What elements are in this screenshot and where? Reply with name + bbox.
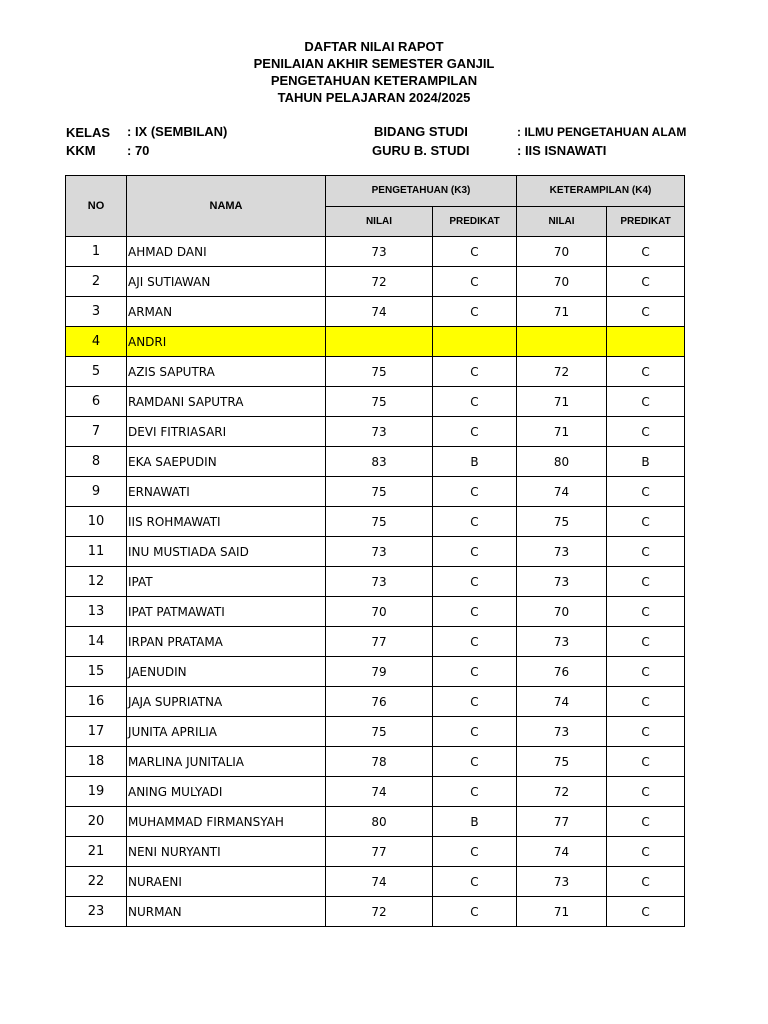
k3-predikat: C <box>433 297 517 327</box>
k4-predikat: C <box>607 657 685 687</box>
k3-nilai <box>326 327 433 357</box>
k4-nilai: 73 <box>517 567 607 597</box>
student-no: 3 <box>66 297 127 327</box>
student-no: 13 <box>66 597 127 627</box>
student-name: IPAT PATMAWATI <box>127 597 326 627</box>
k4-nilai: 77 <box>517 807 607 837</box>
k4-nilai: 71 <box>517 897 607 927</box>
student-no: 11 <box>66 537 127 567</box>
header-k3-predikat: PREDIKAT <box>433 206 517 237</box>
student-no: 14 <box>66 627 127 657</box>
student-no: 12 <box>66 567 127 597</box>
header-k4-nilai: NILAI <box>517 206 607 237</box>
k3-nilai: 80 <box>326 807 433 837</box>
document-header <box>0 38 748 106</box>
kkm-value: : 70 <box>127 143 150 158</box>
student-no: 22 <box>66 867 127 897</box>
k4-nilai: 72 <box>517 777 607 807</box>
k4-nilai: 74 <box>517 687 607 717</box>
k3-nilai: 79 <box>326 657 433 687</box>
table-row <box>66 477 685 507</box>
student-no: 15 <box>66 657 127 687</box>
k3-predikat: C <box>433 867 517 897</box>
k4-predikat: C <box>607 687 685 717</box>
k4-nilai: 73 <box>517 717 607 747</box>
k4-nilai: 76 <box>517 657 607 687</box>
student-name: MARLINA JUNITALIA <box>127 747 326 777</box>
k3-predikat: C <box>433 687 517 717</box>
k4-predikat: C <box>607 417 685 447</box>
k4-predikat: C <box>607 837 685 867</box>
k4-predikat: C <box>607 897 685 927</box>
student-name: AZIS SAPUTRA <box>127 357 326 387</box>
header-k3: PENGETAHUAN (K3) <box>326 176 517 207</box>
table-row <box>66 717 685 747</box>
title-line-1: DAFTAR NILAI RAPOT <box>304 39 444 54</box>
table-row <box>66 387 685 417</box>
student-no: 17 <box>66 717 127 747</box>
k4-nilai: 75 <box>517 747 607 777</box>
k3-nilai: 78 <box>326 747 433 777</box>
kelas-label: KELAS <box>66 125 111 140</box>
student-name: ANDRI <box>127 327 326 357</box>
k3-nilai: 77 <box>326 837 433 867</box>
k4-nilai: 70 <box>517 597 607 627</box>
student-no: 6 <box>66 387 127 417</box>
student-name: NURAENI <box>127 867 326 897</box>
table-row <box>66 807 685 837</box>
student-name: EKA SAEPUDIN <box>127 447 326 477</box>
student-no: 19 <box>66 777 127 807</box>
student-no: 9 <box>66 477 127 507</box>
k3-nilai: 74 <box>326 297 433 327</box>
k3-predikat: C <box>433 387 517 417</box>
k4-nilai: 74 <box>517 837 607 867</box>
student-no: 23 <box>66 897 127 927</box>
table-row <box>66 837 685 867</box>
k3-predikat: C <box>433 747 517 777</box>
k4-nilai: 75 <box>517 507 607 537</box>
k3-nilai: 76 <box>326 687 433 717</box>
k4-predikat <box>607 327 685 357</box>
k3-nilai: 73 <box>326 237 433 267</box>
table-row <box>66 357 685 387</box>
student-name: IRPAN PRATAMA <box>127 627 326 657</box>
k3-predikat: B <box>433 447 517 477</box>
table-row <box>66 867 685 897</box>
student-name: AHMAD DANI <box>127 237 326 267</box>
k4-predikat: C <box>607 777 685 807</box>
k3-predikat: C <box>433 777 517 807</box>
student-no: 20 <box>66 807 127 837</box>
student-no: 8 <box>66 447 127 477</box>
header-k4: KETERAMPILAN (K4) <box>517 176 685 207</box>
k3-nilai: 70 <box>326 597 433 627</box>
k4-predikat: C <box>607 357 685 387</box>
k3-predikat: C <box>433 417 517 447</box>
student-name: JAJA SUPRIATNA <box>127 687 326 717</box>
k4-nilai: 73 <box>517 537 607 567</box>
k4-predikat: C <box>607 507 685 537</box>
k4-predikat: C <box>607 717 685 747</box>
bidang-studi-value: : ILMU PENGETAHUAN ALAM <box>517 125 687 139</box>
k3-predikat: C <box>433 657 517 687</box>
header-nama: NAMA <box>127 176 326 237</box>
k3-predikat: C <box>433 477 517 507</box>
k4-predikat: C <box>607 597 685 627</box>
table-row <box>66 777 685 807</box>
bidang-studi-label: BIDANG STUDI <box>374 124 468 139</box>
k3-predikat: C <box>433 897 517 927</box>
k3-predikat: C <box>433 567 517 597</box>
header-no: NO <box>66 176 127 237</box>
student-no: 21 <box>66 837 127 867</box>
k3-nilai: 75 <box>326 477 433 507</box>
student-no: 18 <box>66 747 127 777</box>
table-row <box>66 747 685 777</box>
student-name: NURMAN <box>127 897 326 927</box>
k3-nilai: 72 <box>326 267 433 297</box>
student-name: ANING MULYADI <box>127 777 326 807</box>
k4-nilai: 73 <box>517 627 607 657</box>
k4-predikat: C <box>607 627 685 657</box>
k3-nilai: 75 <box>326 507 433 537</box>
k4-predikat: C <box>607 477 685 507</box>
k4-predikat: C <box>607 267 685 297</box>
k3-nilai: 75 <box>326 357 433 387</box>
student-name: NENI NURYANTI <box>127 837 326 867</box>
k4-predikat: C <box>607 807 685 837</box>
k3-predikat: C <box>433 537 517 567</box>
k4-nilai: 80 <box>517 447 607 477</box>
k4-predikat: C <box>607 387 685 417</box>
table-row <box>66 267 685 297</box>
k3-nilai: 73 <box>326 537 433 567</box>
k3-predikat: B <box>433 807 517 837</box>
student-name: ERNAWATI <box>127 477 326 507</box>
k3-nilai: 73 <box>326 567 433 597</box>
student-name: JUNITA APRILIA <box>127 717 326 747</box>
k3-predikat: C <box>433 237 517 267</box>
table-row <box>66 507 685 537</box>
k3-predikat: C <box>433 597 517 627</box>
header-k3-nilai: NILAI <box>326 206 433 237</box>
student-name: IPAT <box>127 567 326 597</box>
k4-nilai: 70 <box>517 267 607 297</box>
table-row <box>66 687 685 717</box>
k4-predikat: C <box>607 297 685 327</box>
k4-nilai: 73 <box>517 867 607 897</box>
k4-nilai: 71 <box>517 417 607 447</box>
k4-predikat: C <box>607 537 685 567</box>
k4-nilai <box>517 327 607 357</box>
k4-predikat: C <box>607 867 685 897</box>
k3-nilai: 74 <box>326 777 433 807</box>
table-row <box>66 597 685 627</box>
k3-nilai: 73 <box>326 417 433 447</box>
k3-predikat: C <box>433 627 517 657</box>
k4-predikat: B <box>607 447 685 477</box>
student-no: 7 <box>66 417 127 447</box>
student-name: AJI SUTIAWAN <box>127 267 326 297</box>
k4-predikat: C <box>607 237 685 267</box>
student-no: 4 <box>66 327 127 357</box>
k3-predikat <box>433 327 517 357</box>
k4-nilai: 70 <box>517 237 607 267</box>
table-row <box>66 447 685 477</box>
table-row <box>66 657 685 687</box>
k3-nilai: 77 <box>326 627 433 657</box>
k4-nilai: 72 <box>517 357 607 387</box>
k3-predikat: C <box>433 267 517 297</box>
student-name: ARMAN <box>127 297 326 327</box>
guru-label: GURU B. STUDI <box>372 143 470 158</box>
student-name: JAENUDIN <box>127 657 326 687</box>
k3-nilai: 72 <box>326 897 433 927</box>
k4-predikat: C <box>607 747 685 777</box>
student-no: 16 <box>66 687 127 717</box>
title-line-4: TAHUN PELAJARAN 2024/2025 <box>277 90 471 105</box>
k3-predikat: C <box>433 357 517 387</box>
student-name: MUHAMMAD FIRMANSYAH <box>127 807 326 837</box>
k4-nilai: 71 <box>517 297 607 327</box>
header-k4-predikat: PREDIKAT <box>607 206 685 237</box>
student-name: RAMDANI SAPUTRA <box>127 387 326 417</box>
table-row <box>66 297 685 327</box>
table-row <box>66 567 685 597</box>
k3-nilai: 83 <box>326 447 433 477</box>
student-no: 5 <box>66 357 127 387</box>
student-no: 10 <box>66 507 127 537</box>
k4-nilai: 74 <box>517 477 607 507</box>
kelas-value: : IX (SEMBILAN) <box>127 124 228 139</box>
guru-value: : IIS ISNAWATI <box>517 143 607 158</box>
k4-predikat: C <box>607 567 685 597</box>
kkm-label: KKM <box>66 143 96 158</box>
title-line-2: PENILAIAN AKHIR SEMESTER GANJIL <box>253 56 495 71</box>
table-row <box>66 897 685 927</box>
grades-table <box>65 175 685 927</box>
student-name: DEVI FITRIASARI <box>127 417 326 447</box>
k3-nilai: 75 <box>326 717 433 747</box>
k3-predikat: C <box>433 717 517 747</box>
table-row <box>66 627 685 657</box>
table-row <box>66 537 685 567</box>
k3-predikat: C <box>433 507 517 537</box>
k4-nilai: 71 <box>517 387 607 417</box>
student-name: IIS ROHMAWATI <box>127 507 326 537</box>
title-line-3: PENGETAHUAN KETERAMPILAN <box>270 73 478 88</box>
student-no: 2 <box>66 267 127 297</box>
student-no: 1 <box>66 237 127 267</box>
k3-predikat: C <box>433 837 517 867</box>
table-row <box>66 237 685 267</box>
k3-nilai: 74 <box>326 867 433 897</box>
table-row <box>66 327 685 357</box>
grades-body <box>66 237 685 927</box>
student-name: INU MUSTIADA SAID <box>127 537 326 567</box>
table-row <box>66 417 685 447</box>
k3-nilai: 75 <box>326 387 433 417</box>
